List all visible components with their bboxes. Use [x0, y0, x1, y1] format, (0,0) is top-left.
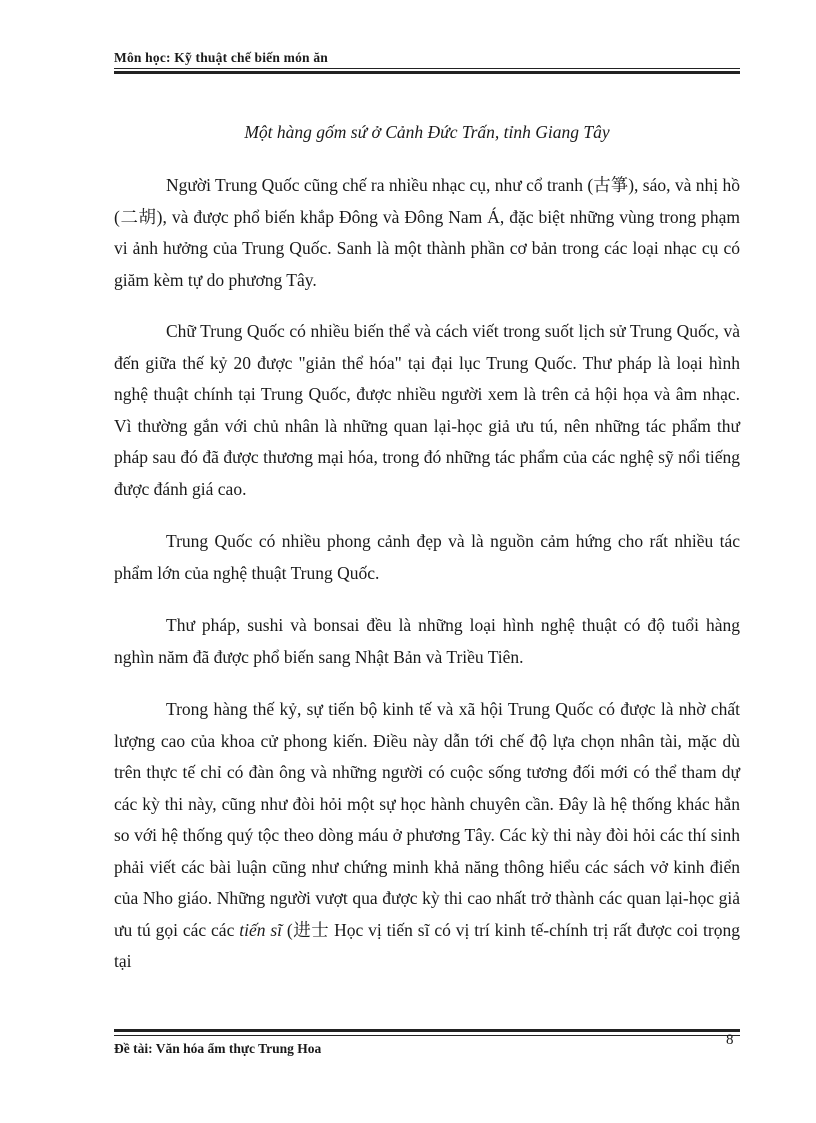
- footer-rule-thick: [114, 1029, 740, 1032]
- course-title: Môn học: Kỹ thuật chế biến món ăn: [114, 50, 328, 65]
- paragraph-examinations: [114, 694, 740, 978]
- page-header: [114, 50, 740, 66]
- paragraph-calligraphy: Chữ Trung Quốc có nhiều biến thể và cách viết trong suốt lịch sử Trung Quốc, và đến giữa thế kỷ 20 được "giản thể hóa" tại đại lục Trung Quốc. Thư pháp là loại hình nghệ thuật chính tại Trung Quốc, được nhiều người xem là trên cả hội họa và âm nhạc. Vì thường gắn với chủ nhân là những quan lại-học giả ưu tú, nên những tác phẩm thư pháp sau đó đã được thương mại hóa, trong đó những tác phẩm của các nghệ sỹ nổi tiếng được đánh giá cao.: [114, 321, 740, 499]
- page-number: 8: [726, 1032, 734, 1048]
- paragraph-examinations-text-b: (进士 Học vị tiến sĩ có vị trí kinh tế-chính trị rất được coi trọng tại: [114, 919, 740, 971]
- paragraph-examinations-italic: tiến sĩ: [239, 919, 283, 940]
- footer-rule-thin: [114, 1035, 740, 1036]
- paragraph-art-spread: Thư pháp, sushi và bonsai đều là những loại hình nghệ thuật có độ tuổi hàng nghìn năm đã được phổ biến sang Nhật Bản và Triều Tiên.: [114, 615, 740, 667]
- topic-title: Đề tài: Văn hóa ẩm thực Trung Hoa: [114, 1041, 322, 1056]
- header-rule-thick: [114, 71, 740, 74]
- paragraph-examinations-text-a: Trong hàng thế kỷ, sự tiến bộ kinh tế và xã hội Trung Quốc có được là nhờ chất lượng cao của khoa cử phong kiến. Điều này dẫn tới chế độ lựa chọn nhân tài, mặc dù trên thực tế chỉ có đàn ông và những người có cuộc sống tương đối mới có thể tham dự các kỳ thi này, cũng như đòi hỏi một sự học hành chuyên cần. Đây là hệ thống khác hẳn so với hệ thống quý tộc theo dòng máu ở phương Tây. Các kỳ thi này đòi hỏi các thí sinh phải viết các bài luận cũng như chứng minh khả năng thông hiểu các sách vở kinh điển của Nho giáo. Những người vượt qua được kỳ thi cao nhất trở thành các quan lại-học giả ưu tú gọi các các: [114, 699, 740, 940]
- paragraph-landscape: Trung Quốc có nhiều phong cảnh đẹp và là nguồn cảm hứng cho rất nhiều tác phẩm lớn của nghệ thuật Trung Quốc.: [114, 531, 740, 583]
- image-caption: Một hàng gốm sứ ở Cảnh Đức Trấn, tỉnh Giang Tây: [244, 122, 610, 142]
- paragraph-music: Người Trung Quốc cũng chế ra nhiều nhạc cụ, như cổ tranh (古箏), sáo, và nhị hồ (二胡), và được phổ biến khắp Đông và Đông Nam Á, đặc biệt những vùng trong phạm vi ảnh hưởng của Trung Quốc. Sanh là một thành phần cơ bản trong các loại nhạc cụ có giăm kèm tự do phương Tây.: [114, 175, 741, 290]
- header-rule-thin: [114, 68, 740, 69]
- page-footer: [114, 1041, 740, 1057]
